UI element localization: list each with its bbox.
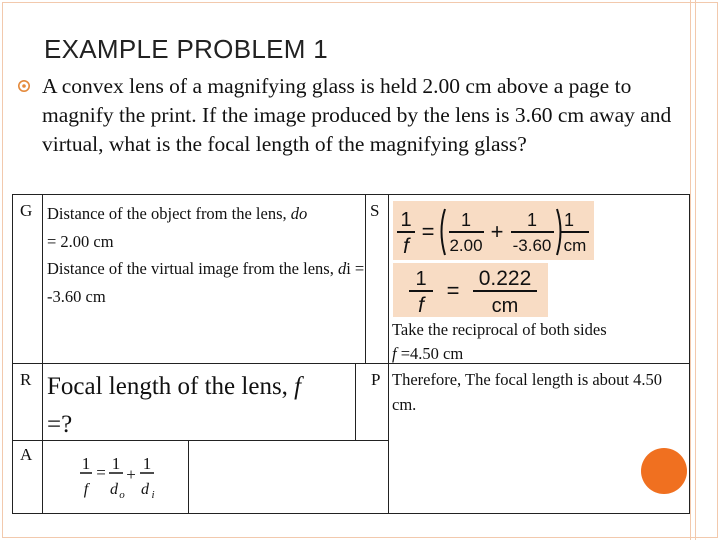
eq1-term2-den: -3.60 [512, 236, 552, 255]
analysis-t2-sub: i [151, 489, 155, 501]
solution-var: f [392, 344, 397, 363]
grasp-label-solution: S [370, 201, 380, 220]
equation-1 [393, 201, 594, 260]
required-text: Focal length of the lens, [47, 373, 295, 400]
solution-text-1: Take the reciprocal of both sides [392, 320, 607, 339]
eq1-plus: + [490, 219, 504, 244]
analysis-t1-sub: o [119, 489, 125, 501]
given-var-di-sub: i [346, 259, 351, 278]
analysis-t1-den: d [110, 481, 118, 498]
grid-line [42, 194, 43, 514]
given-var-do: d [290, 204, 300, 223]
eq1-equals: = [421, 219, 435, 244]
analysis-t2-den: d [141, 481, 149, 498]
analysis-plus: + [126, 465, 136, 484]
analysis-equals: = [96, 463, 106, 482]
analysis-lhs-num: 1 [81, 454, 91, 473]
grid-line [355, 363, 356, 440]
eq2-den: cm [491, 295, 519, 317]
eq1-term1-den: 2.00 [449, 236, 483, 255]
grasp-label-required: R [20, 370, 32, 389]
given-var-do-sub: o [299, 204, 308, 223]
analysis-equation [74, 452, 164, 504]
analysis-t1-num: 1 [111, 454, 121, 473]
grid-line [388, 363, 389, 514]
solution-section [392, 318, 688, 366]
grasp-label-paraphrase: P [371, 370, 381, 389]
given-section [47, 200, 367, 310]
grasp-label-analysis: A [20, 445, 33, 464]
given-text-2: Distance of the virtual image from the lens, [47, 259, 338, 278]
eq2-lhs-den: f [418, 294, 424, 317]
problem-statement: A convex lens of a magnifying glass is held 2.00 cm above a page to magnify the print. If the image produced by the lens is 3.60 cm away and virtual, what is the focal length of the magnifying glass? [42, 74, 672, 156]
solution-text-2: =4.50 cm [396, 344, 464, 363]
equation-2 [393, 263, 548, 317]
eq2-num: 0.222 [478, 267, 532, 290]
given-var-di: d [337, 259, 347, 278]
paraphrase-section: Therefore, The focal length is about 4.50 cm. [392, 370, 663, 414]
eq1-lhs-num: 1 [400, 209, 412, 231]
decorative-orange-circle [641, 448, 687, 494]
eq2-lhs-num: 1 [415, 268, 427, 290]
bullet-icon [18, 80, 30, 92]
eq2-equals: = [446, 278, 460, 303]
required-var: f [294, 373, 302, 400]
given-value-2: = -3.60 cm [47, 259, 365, 306]
eq1-unit: cm [563, 236, 587, 255]
required-section [47, 368, 347, 444]
frame-decorative-rule [690, 0, 696, 540]
grid-line [188, 440, 189, 514]
given-text-1: Distance of the object from the lens, [47, 204, 291, 223]
eq1-term1-num: 1 [460, 210, 472, 230]
svg-text:1: 1 [563, 210, 575, 230]
required-tail: =? [47, 411, 73, 438]
eq1-lhs-den: f [403, 235, 409, 258]
given-value-1: = 2.00 cm [47, 231, 114, 251]
grid-line [388, 194, 389, 364]
analysis-lhs-den: f [83, 481, 89, 498]
eq1-term2-num: 1 [526, 210, 538, 230]
grasp-label-given: G [20, 201, 33, 220]
slide-title: EXAMPLE PROBLEM 1 [44, 34, 328, 64]
analysis-t2-num: 1 [142, 454, 152, 473]
